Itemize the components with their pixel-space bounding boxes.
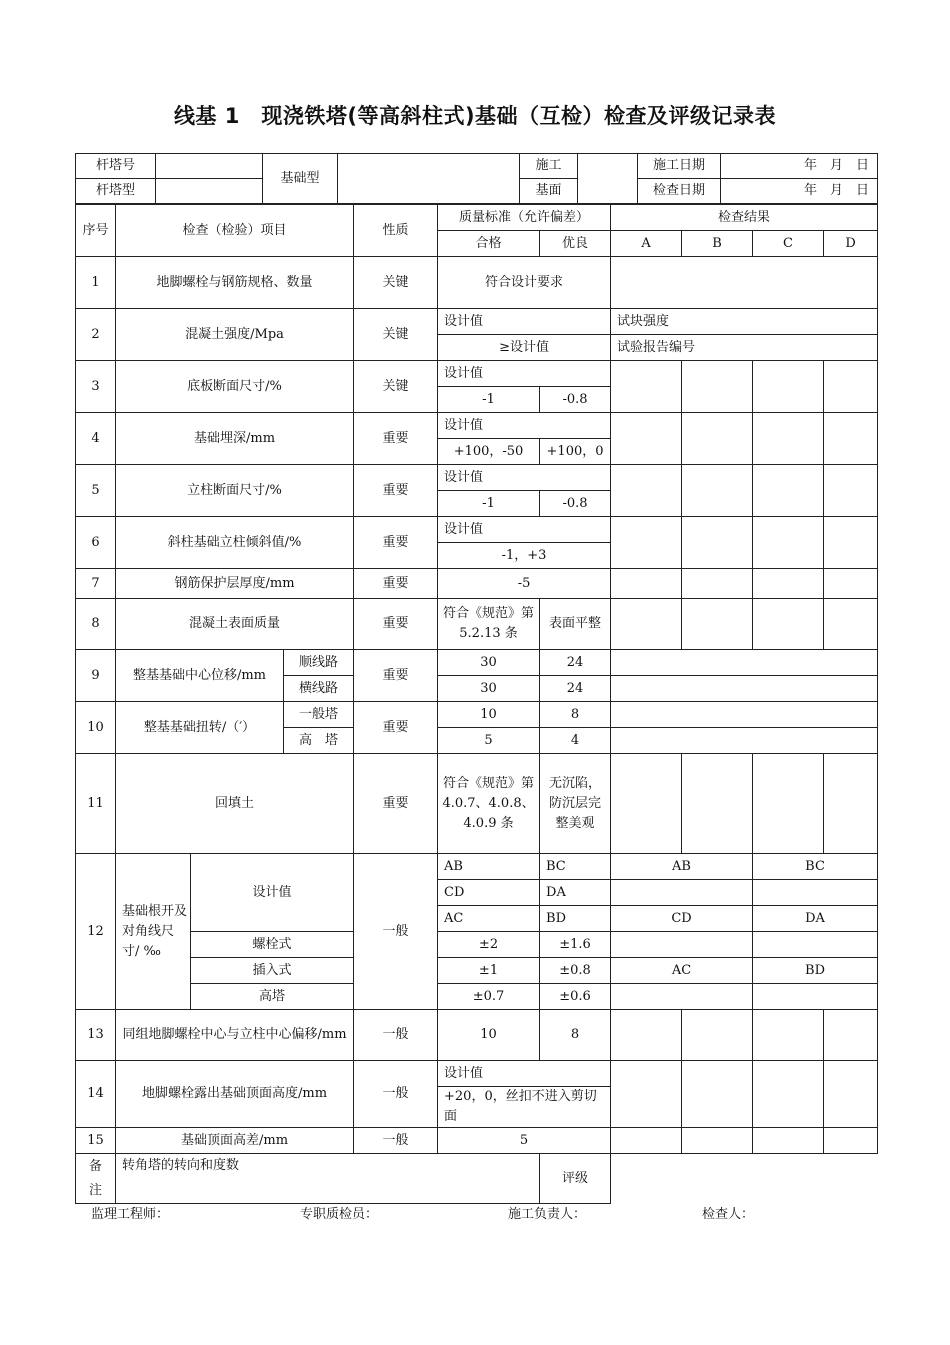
row-standard: ≥设计值 [438,335,611,361]
result-cell[interactable] [611,257,878,309]
tower-no-label: 杆塔号 [76,154,156,179]
row-qualified: 10 [438,1010,540,1061]
result-ab[interactable] [611,880,753,906]
row-qualified: ±2 [438,932,540,958]
table-row [76,413,878,439]
row-qualified: 10 [438,702,540,728]
result-ac[interactable] [611,984,753,1010]
table-row [76,754,878,854]
row-standard: 5 [438,1128,611,1154]
std-ab: AB [438,854,540,880]
result-c[interactable] [753,465,824,517]
row-nature: 关键 [354,257,438,309]
col-result: 检查结果 [611,205,878,231]
row-subitem: 高 塔 [284,728,354,754]
row-excellent: 24 [540,676,611,702]
col-nature: 性质 [354,205,438,257]
row-excellent: 8 [540,1010,611,1061]
row-item: 钢筋保护层厚度/mm [116,569,354,599]
row-no: 7 [76,569,116,599]
result-cell[interactable] [611,728,878,754]
row-no: 6 [76,517,116,569]
table-row [76,361,878,387]
foundation-type-field[interactable] [338,154,520,204]
result-a[interactable] [611,465,682,517]
col-a: A [611,231,682,257]
result-cell[interactable] [611,702,878,728]
result-bd-label: BD [753,958,878,984]
inspection-table [75,204,878,1204]
row-item: 同组地脚螺栓中心与立柱中心偏移/mm [116,1010,354,1061]
result-a[interactable] [611,413,682,465]
table-row [76,1128,878,1154]
row-nature: 重要 [354,569,438,599]
result-c[interactable] [753,361,824,413]
result-c[interactable] [753,413,824,465]
col-c: C [753,231,824,257]
remarks-grade-label: 评级 [540,1154,611,1204]
row-excellent: 无沉陷，防沉层完整美观 [540,754,611,854]
result-c[interactable] [753,1128,824,1154]
row-no: 3 [76,361,116,413]
row-qualified: -1 [438,387,540,413]
row-no: 5 [76,465,116,517]
row-item: 整基基础中心位移/mm [116,650,284,702]
result-bd[interactable] [753,984,878,1010]
result-d[interactable] [824,413,878,465]
result-a[interactable] [611,361,682,413]
result-cd-label: CD [611,906,753,932]
result-b[interactable] [682,517,753,569]
row-item: 整基基础扭转/（′） [116,702,284,754]
table-row [76,309,878,335]
row-qualified: 符合《规范》第 5.2.13 条 [438,599,540,650]
result-da-label: DA [753,906,878,932]
result-d[interactable] [824,569,878,599]
result-d[interactable] [824,465,878,517]
row-design-value: 设计值 [191,854,354,932]
row-excellent: ±0.8 [540,958,611,984]
row-excellent: -0.8 [540,387,611,413]
row-no: 15 [76,1128,116,1154]
base-face-field[interactable] [578,154,638,204]
row-design-value: 设计值 [438,361,611,387]
row-nature: 一般 [354,1010,438,1061]
row-item: 底板断面尺寸/% [116,361,354,413]
result-cell[interactable] [611,650,878,676]
row-subitem: 横线路 [284,676,354,702]
result-b[interactable] [682,361,753,413]
inspection-date-label: 检查日期 [638,179,721,204]
result-a[interactable] [611,1128,682,1154]
result-d[interactable] [824,1010,878,1061]
row-excellent: 24 [540,650,611,676]
row-item: 地脚螺栓露出基础顶面高度/mm [116,1061,354,1128]
row-no: 1 [76,257,116,309]
row-qualified: -1 [438,491,540,517]
row-standard: +20，0，丝扣不进入剪切面 [438,1087,611,1128]
row-item: 斜柱基础立柱倾斜值/% [116,517,354,569]
result-d[interactable] [824,754,878,854]
table-row [76,1061,878,1087]
result-b[interactable] [682,1010,753,1061]
std-ac: AC [438,906,540,932]
result-cd[interactable] [611,932,753,958]
tower-type-label: 杆塔型 [76,179,156,204]
table-row [76,465,878,491]
result-a[interactable] [611,754,682,854]
result-a[interactable] [611,569,682,599]
result-b[interactable] [682,1061,753,1128]
inspector-signature: 检查人： [702,1207,755,1222]
row-nature: 一般 [354,1061,438,1128]
row-no: 12 [76,854,116,1010]
row-standard: -5 [438,569,611,599]
row-no: 9 [76,650,116,702]
row-excellent: 表面平整 [540,599,611,650]
col-b: B [682,231,753,257]
row-item: 基础埋深/mm [116,413,354,465]
result-bc[interactable] [753,880,878,906]
row-nature: 关键 [354,309,438,361]
table-row [76,1010,878,1061]
col-seq: 序号 [76,205,116,257]
result-ac-label: AC [611,958,753,984]
row-excellent: +100，0 [540,439,611,465]
result-d[interactable] [824,599,878,650]
row-nature: 一般 [354,854,438,1010]
row-qualified: 30 [438,650,540,676]
table-row [76,599,878,650]
row-nature: 重要 [354,650,438,702]
row-qualified: 30 [438,676,540,702]
row-design-value: 设计值 [438,517,611,543]
result-a[interactable] [611,599,682,650]
row-nature: 重要 [354,599,438,650]
row-nature: 关键 [354,361,438,413]
table-row [76,854,878,880]
remarks-row [76,1154,878,1204]
result-sample-strength[interactable]: 试块强度 [611,309,878,335]
result-bc-label: BC [753,854,878,880]
row-standard: -1，+3 [438,543,611,569]
table-row [76,569,878,599]
result-b[interactable] [682,413,753,465]
std-bc: BC [540,854,611,880]
row-design-value: 设计值 [438,1061,611,1087]
result-b[interactable] [682,599,753,650]
row-qualified: 5 [438,728,540,754]
row-subitem: 插入式 [191,958,354,984]
col-d: D [824,231,878,257]
row-excellent: ±1.6 [540,932,611,958]
result-c[interactable] [753,1010,824,1061]
row-nature: 重要 [354,517,438,569]
result-b[interactable] [682,754,753,854]
row-no: 8 [76,599,116,650]
supervisor-signature: 监理工程师： [91,1207,170,1222]
row-no: 14 [76,1061,116,1128]
tower-type-field[interactable] [156,179,263,204]
row-no: 4 [76,413,116,465]
construction-date-field[interactable]: 年 月 日 [721,154,878,179]
row-qualified: +100，-50 [438,439,540,465]
table-row [76,257,878,309]
row-design-value: 设计值 [438,413,611,439]
col-qualified: 合格 [438,231,540,257]
row-no: 10 [76,702,116,754]
result-d[interactable] [824,1128,878,1154]
row-item: 混凝土表面质量 [116,599,354,650]
row-qualified: 符合《规范》第 4.0.7、4.0.8、4.0.9 条 [438,754,540,854]
header-table [75,153,878,204]
result-cell[interactable] [611,676,878,702]
result-report-no[interactable]: 试验报告编号 [611,335,878,361]
leader-signature: 施工负责人： [508,1207,587,1222]
row-item: 立柱断面尺寸/% [116,465,354,517]
construction-date-label: 施工日期 [638,154,721,179]
remarks-label: 备注 [76,1154,116,1204]
result-a[interactable] [611,1010,682,1061]
row-design-value: 设计值 [438,309,611,335]
result-a[interactable] [611,1061,682,1128]
row-nature: 重要 [354,754,438,854]
col-item: 检查（检验）项目 [116,205,354,257]
foundation-type-label: 基础型 [263,154,338,204]
result-c[interactable] [753,754,824,854]
row-item: 地脚螺栓与钢筋规格、数量 [116,257,354,309]
result-c[interactable] [753,1061,824,1128]
construction-label: 施工 [520,154,578,179]
row-excellent: 8 [540,702,611,728]
result-c[interactable] [753,517,824,569]
result-c[interactable] [753,569,824,599]
row-excellent: ±0.6 [540,984,611,1010]
row-nature: 重要 [354,413,438,465]
col-excellent: 优良 [540,231,611,257]
result-d[interactable] [824,1061,878,1128]
row-design-value: 设计值 [438,465,611,491]
std-cd: CD [438,880,540,906]
remarks-grade-field[interactable] [611,1154,878,1204]
row-subitem: 一般塔 [284,702,354,728]
row-no: 13 [76,1010,116,1061]
result-b[interactable] [682,465,753,517]
inspection-date-field[interactable]: 年 月 日 [721,179,878,204]
row-item: 基础根开及对角线尺寸/ ‰ [116,854,191,1010]
row-excellent: -0.8 [540,491,611,517]
row-qualified: ±1 [438,958,540,984]
row-subitem: 螺栓式 [191,932,354,958]
row-no: 11 [76,754,116,854]
result-c[interactable] [753,599,824,650]
remarks-text: 转角塔的转向和度数 [116,1154,540,1204]
result-da[interactable] [753,932,878,958]
row-standard: 符合设计要求 [438,257,611,309]
result-ab-label: AB [611,854,753,880]
table-row [76,517,878,543]
base-face-label: 基面 [520,179,578,204]
result-b[interactable] [682,569,753,599]
row-subitem: 顺线路 [284,650,354,676]
result-d[interactable] [824,517,878,569]
result-a[interactable] [611,517,682,569]
result-b[interactable] [682,1128,753,1154]
table-row [76,650,878,676]
row-item: 基础顶面高差/mm [116,1128,354,1154]
row-no: 2 [76,309,116,361]
std-bd: BD [540,906,611,932]
row-nature: 重要 [354,465,438,517]
col-standard: 质量标准（允许偏差） [438,205,611,231]
row-qualified: ±0.7 [438,984,540,1010]
row-subitem: 高塔 [191,984,354,1010]
row-excellent: 4 [540,728,611,754]
std-da: DA [540,880,611,906]
page-title: 线基 1 现浇铁塔(等高斜柱式)基础（互检）检查及评级记录表 [173,104,777,128]
table-row [76,702,878,728]
result-d[interactable] [824,361,878,413]
row-item: 回填土 [116,754,354,854]
qc-signature: 专职质检员： [300,1207,379,1222]
tower-no-field[interactable] [156,154,263,179]
row-nature: 重要 [354,702,438,754]
row-nature: 一般 [354,1128,438,1154]
row-item: 混凝土强度/Mpa [116,309,354,361]
